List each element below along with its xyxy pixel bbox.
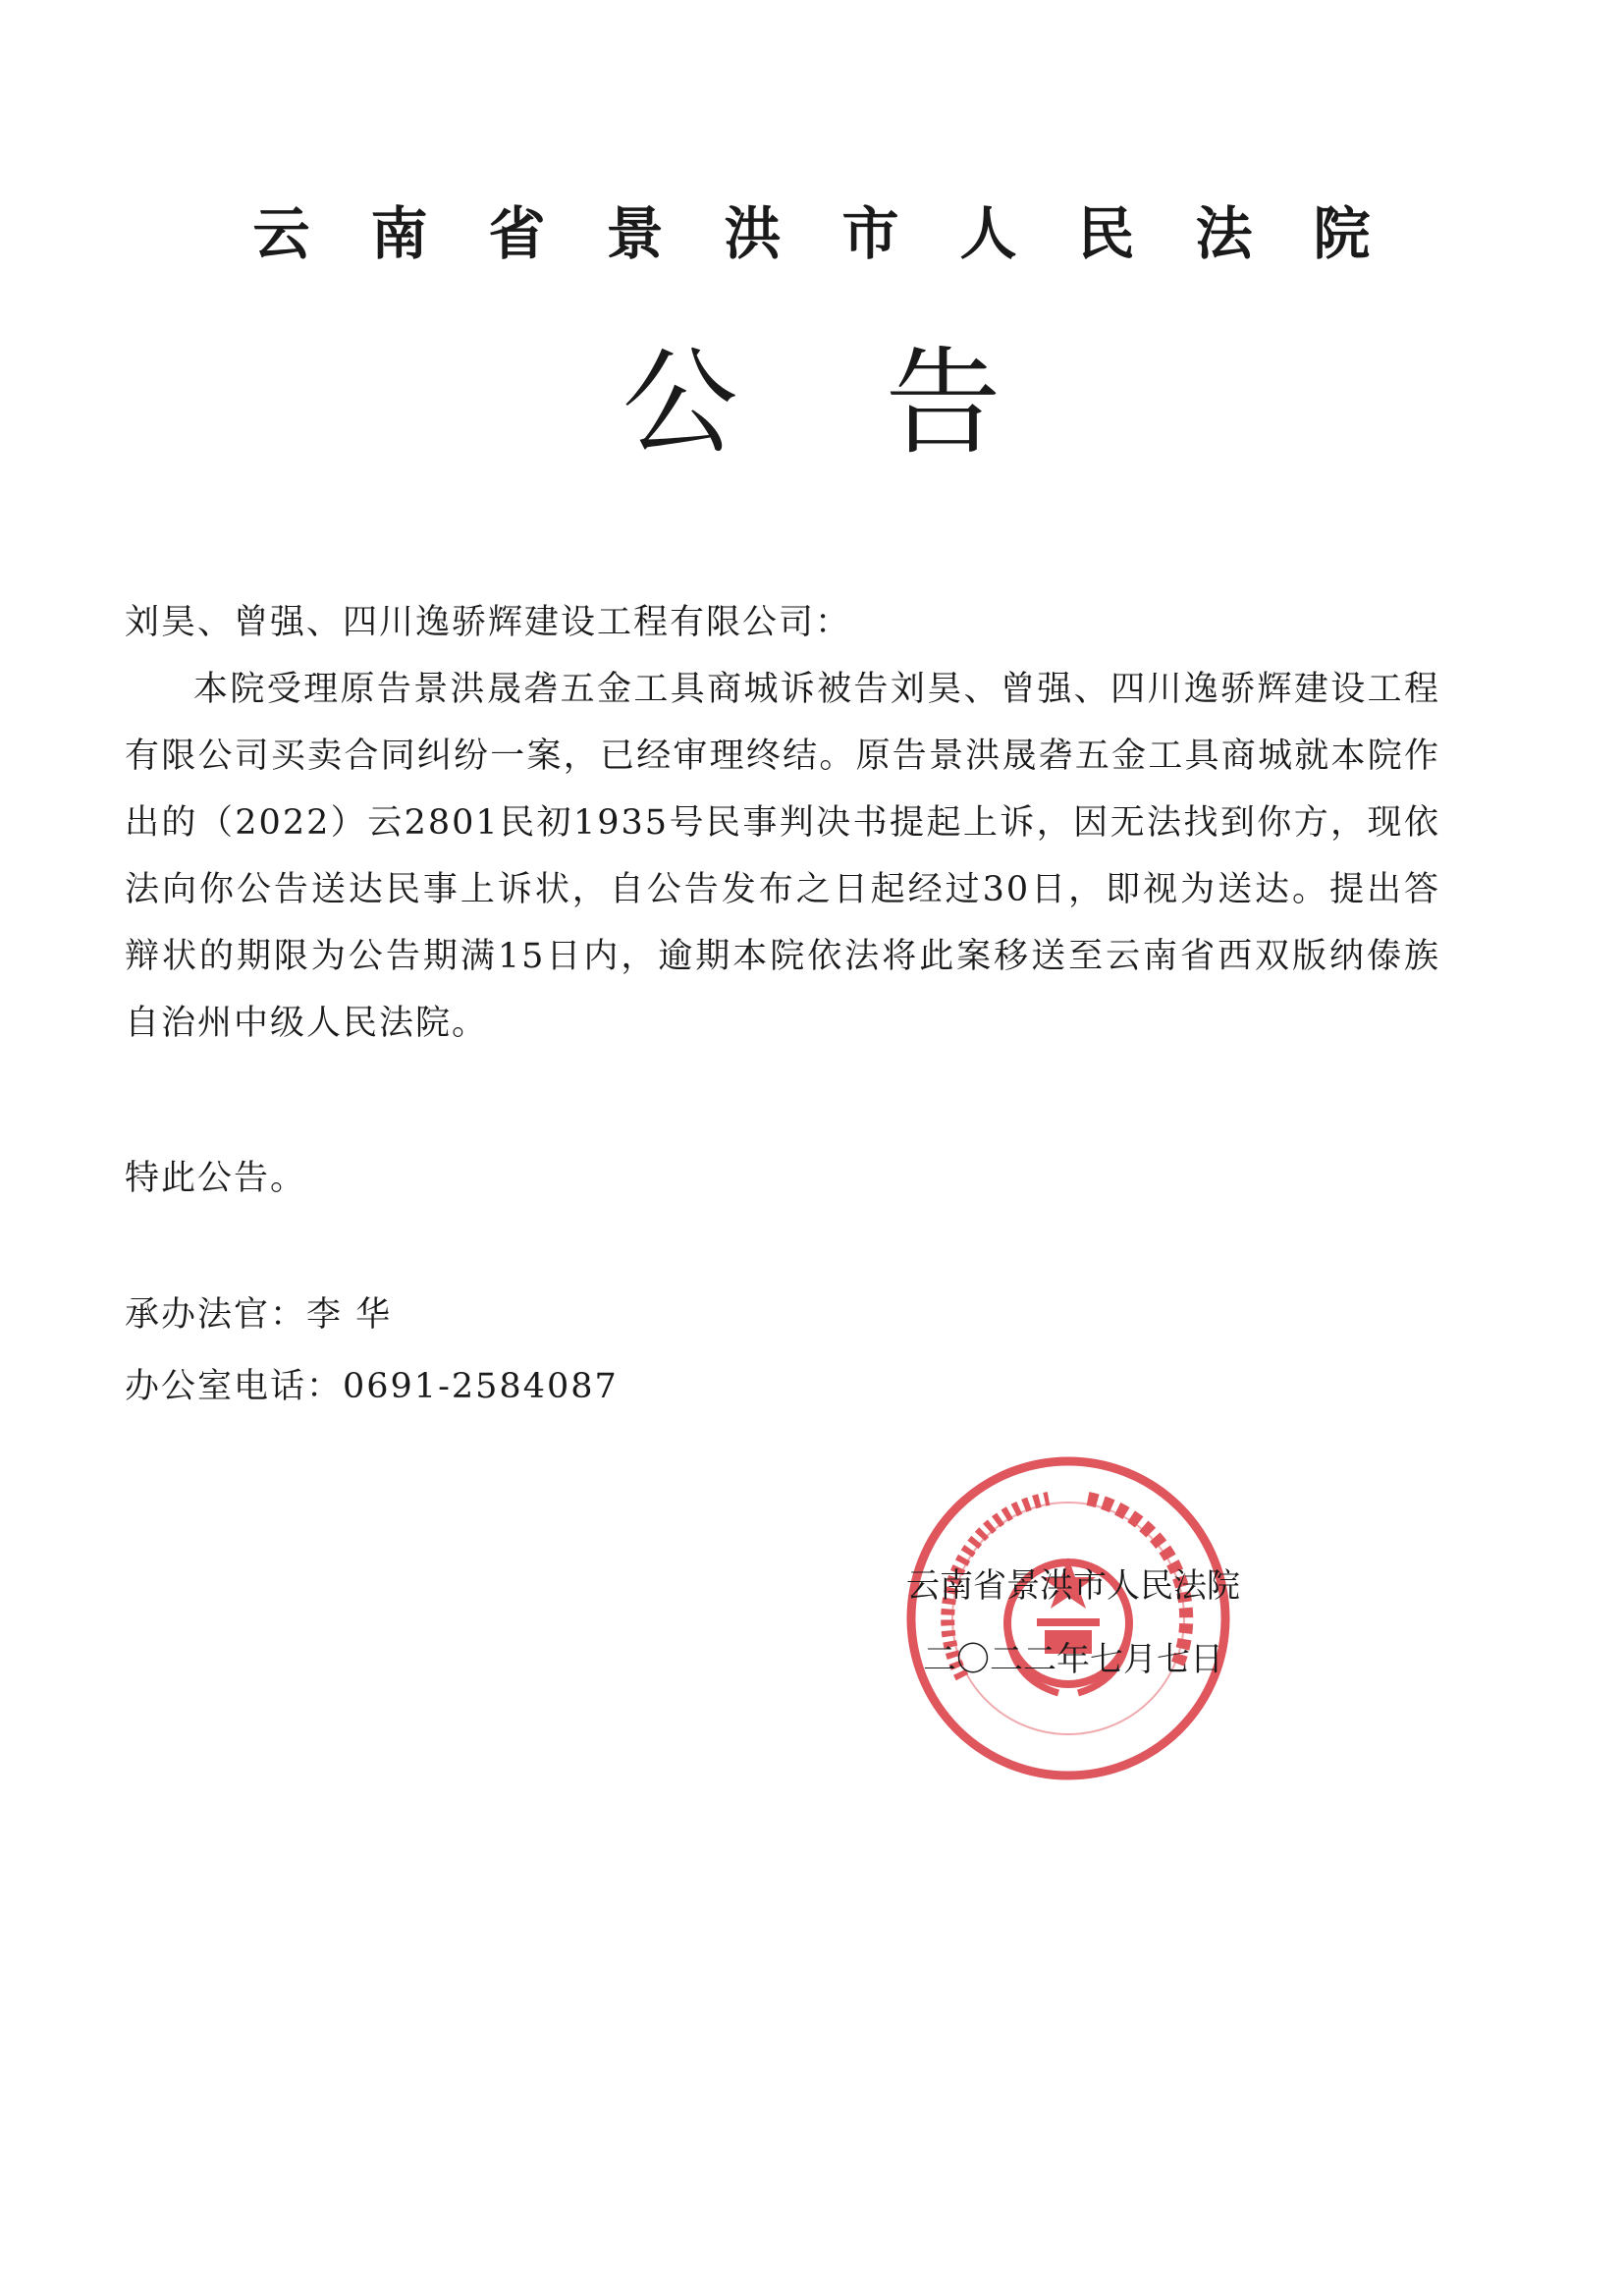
signature-date: 二〇二二年七月七日	[923, 1640, 1223, 1679]
notice-body	[125, 589, 1440, 1057]
addressee-line: 刘昊、曾强、四川逸骄辉建设工程有限公司：	[125, 603, 852, 642]
notice-paragraph: 本院受理原告景洪晟砻五金工具商城诉被告刘昊、曾强、四川逸骄辉建设工程有限公司买卖合同纠纷一案，已经审理终结。原告景洪晟砻五金工具商城就本院作出的（2022）云2801民初1935号民事判决书提起上诉，因无法找到你方，现依法向你公告送达民事上诉状，自公告发布之日起经过30日，即视为送达。提出答辩状的期限为公告期满15日内，逾期本院依法将此案移送至云南省西双版纳傣族自治州中级人民法院。	[125, 670, 1440, 1043]
court-seal-stamp	[901, 1451, 1235, 1785]
court-name-heading: 云南省景洪市人民法院	[252, 200, 1432, 267]
document-title: 公告	[622, 335, 1149, 470]
closing-line: 特此公告。	[125, 1159, 307, 1198]
signature-court-name: 云南省景洪市人民法院	[906, 1566, 1240, 1606]
judge-line: 承办法官：李 华	[125, 1295, 393, 1335]
office-phone-line: 办公室电话：0691-2584087	[125, 1367, 619, 1406]
